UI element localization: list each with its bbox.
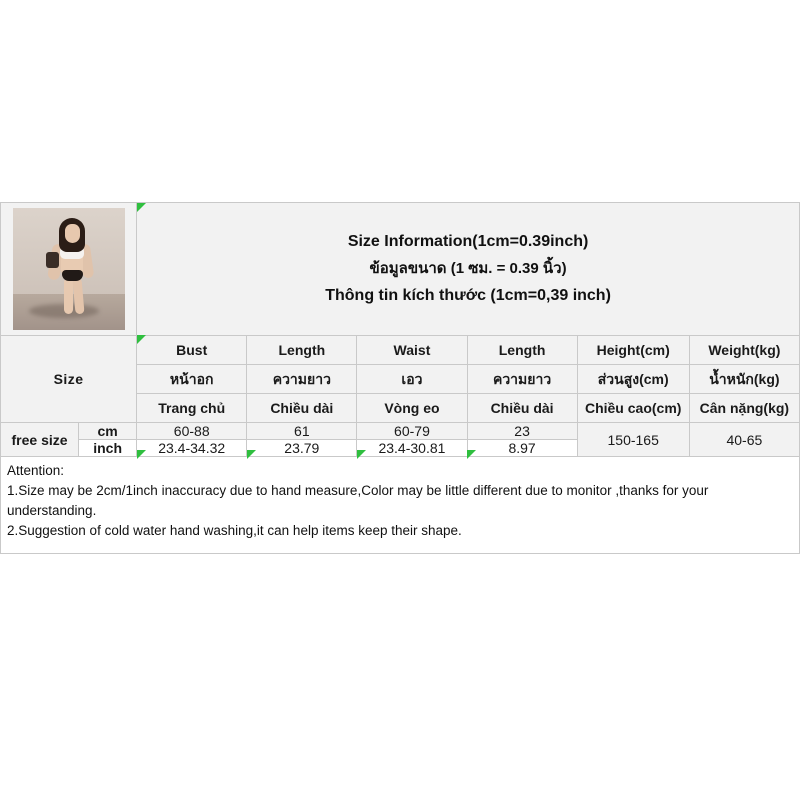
cell-length2-inch: 8.97 [467, 440, 577, 457]
unit-cm: cm [79, 423, 137, 440]
attention-line-2: 2.Suggestion of cold water hand washing,it can help items keep their shape. [7, 523, 462, 538]
cell-bust-cm: 60-88 [137, 423, 247, 440]
model-leg-left [64, 278, 73, 314]
cell-weight: 40-65 [689, 423, 799, 457]
header-length1-en: Length [247, 336, 357, 365]
header-waist-th: เอว [357, 365, 467, 394]
free-size-label: free size [1, 423, 79, 457]
title-line-vi: Thông tin kích thước (1cm=0,39 inch) [325, 286, 611, 304]
cell-bust-inch: 23.4-34.32 [137, 440, 247, 457]
model-photo [13, 208, 125, 330]
header-length1-th: ความยาว [247, 365, 357, 394]
header-weight-en: Weight(kg) [689, 336, 799, 365]
model-face [65, 224, 80, 243]
cell-waist-inch: 23.4-30.81 [357, 440, 467, 457]
cell-height: 150-165 [577, 423, 689, 457]
header-height-vi: Chiều cao(cm) [577, 394, 689, 423]
header-length2-vi: Chiều dài [467, 394, 577, 423]
product-photo-cell [1, 203, 137, 336]
header-weight-vi: Cân nặng(kg) [689, 394, 799, 423]
table-row-cm [1, 423, 800, 440]
cell-length1-inch: 23.79 [247, 440, 357, 457]
header-length1-vi: Chiều dài [247, 394, 357, 423]
size-chart-sheet [0, 202, 800, 554]
header-height-en: Height(cm) [577, 336, 689, 365]
header-bust-th: หน้าอก [137, 365, 247, 394]
cell-length2-cm: 23 [467, 423, 577, 440]
attention-line-1: 1.Size may be 2cm/1inch inaccuracy due to hand measure,Color may be little different due to monitor ,thanks for your understanding. [7, 483, 709, 518]
size-table [0, 202, 800, 457]
model-bag [46, 252, 59, 268]
header-length2-th: ความยาว [467, 365, 577, 394]
header-waist-vi: Vòng eo [357, 394, 467, 423]
header-length2-en: Length [467, 336, 577, 365]
cell-length1-cm: 61 [247, 423, 357, 440]
header-weight-th: น้ำหนัก(kg) [689, 365, 799, 394]
header-height-th: ส่วนสูง(cm) [577, 365, 689, 394]
title-line-th: ข้อมูลขนาด (1 ซม. = 0.39 นิ้ว) [369, 259, 567, 277]
attention-block [0, 457, 800, 554]
header-waist-en: Waist [357, 336, 467, 365]
size-label-cell: Size [1, 336, 137, 423]
header-bust-en: Bust [137, 336, 247, 365]
header-bust-vi: Trang chủ [137, 394, 247, 423]
attention-title: Attention: [7, 463, 65, 478]
table-row-title [1, 203, 800, 336]
table-row-header-en [1, 336, 800, 365]
title-cell [137, 203, 800, 336]
title-line-en: Size Information(1cm=0.39inch) [347, 232, 589, 250]
model-bottom-garment [62, 270, 83, 281]
cell-waist-cm: 60-79 [357, 423, 467, 440]
unit-inch: inch [79, 440, 137, 457]
